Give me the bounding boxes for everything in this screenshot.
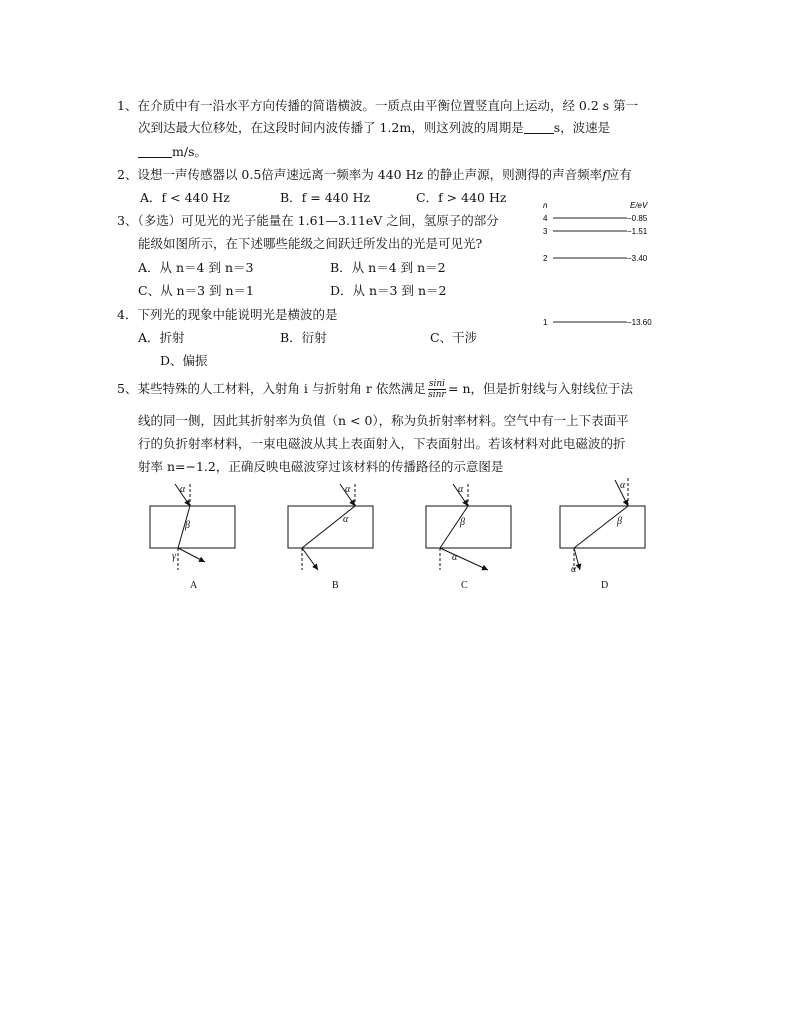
level-2-e: −3.40 bbox=[627, 254, 648, 263]
figure-d-refracted-ray bbox=[574, 506, 628, 548]
figure-d-slab bbox=[560, 506, 645, 548]
level-2-n: 2 bbox=[543, 254, 548, 263]
level-3-e: −1.51 bbox=[627, 227, 648, 236]
figure-a-gamma: γ bbox=[172, 551, 176, 562]
figure-b-alpha: α bbox=[345, 484, 351, 495]
figure-c-emergent-ray bbox=[440, 548, 488, 570]
q2-stem-var: f bbox=[602, 167, 607, 182]
figure-c[interactable] bbox=[426, 484, 511, 591]
figure-d-alpha: α bbox=[620, 480, 626, 491]
q2-stem-end: 应有 bbox=[606, 167, 632, 182]
figure-b-label: B bbox=[332, 580, 339, 591]
q3-option-d[interactable]: D．从 n＝3 到 n＝2 bbox=[330, 283, 447, 298]
q5-line1 bbox=[117, 378, 633, 400]
q5-fraction-den: sinr bbox=[428, 390, 446, 400]
q1-line2-text-b: s，波速是 bbox=[553, 120, 611, 135]
q5-fraction-num: sini bbox=[428, 379, 445, 389]
q1-line2 bbox=[138, 117, 610, 139]
figure-c-alpha-2: α bbox=[452, 552, 458, 563]
energy-level-diagram bbox=[535, 196, 665, 331]
figure-a-beta: β bbox=[185, 520, 190, 531]
figure-b-alpha-2: α bbox=[343, 514, 349, 525]
figure-a-label: A bbox=[190, 580, 198, 591]
q4-option-a[interactable]: A．折射 bbox=[138, 330, 185, 345]
figure-a[interactable] bbox=[150, 484, 235, 591]
figure-b[interactable] bbox=[288, 484, 373, 591]
answer-blank-speed[interactable] bbox=[138, 145, 172, 158]
q5-line1-text: 5、某些特殊的人工材料，入射角 i 与折射角 r 依然满足 bbox=[117, 381, 426, 396]
q3-option-a[interactable]: A．从 n＝4 到 n＝3 bbox=[138, 260, 254, 275]
q5-line3: 行的负折射率材料，一束电磁波从其上表面射入，下表面射出。若该材料对此电磁波的折 bbox=[138, 436, 626, 451]
level-1-e: −13.60 bbox=[627, 318, 652, 327]
figure-c-label: C bbox=[461, 580, 468, 591]
q4-option-b[interactable]: B．衍射 bbox=[280, 330, 327, 345]
q2-option-a[interactable]: A．f < 440 Hz bbox=[140, 190, 230, 205]
answer-blank-period[interactable] bbox=[524, 121, 554, 134]
q1-line3 bbox=[138, 141, 207, 163]
figure-d-beta: β bbox=[617, 516, 622, 527]
q5-line1-text-b: = n，但是折射线与入射线位于法 bbox=[448, 381, 633, 396]
energy-header-e: E/eV bbox=[630, 201, 648, 210]
figure-c-slab bbox=[426, 506, 511, 548]
q2-option-c[interactable]: C．f > 440 Hz bbox=[416, 190, 507, 205]
q4-option-d[interactable]: D、偏振 bbox=[160, 353, 208, 368]
q3-line2: 能级如图所示，在下述哪些能级之间跃迁所发出的光是可见光? bbox=[138, 236, 483, 251]
figure-a-slab bbox=[150, 506, 235, 548]
figure-c-alpha: α bbox=[458, 484, 464, 495]
figure-d[interactable] bbox=[560, 478, 645, 591]
level-4-n: 4 bbox=[543, 214, 548, 223]
q5-fraction bbox=[428, 379, 446, 400]
q4-stem: 4．下列光的现象中能说明光是横波的是 bbox=[117, 307, 338, 322]
q2-stem-text: 2、设想一声传感器以 0.5倍声速远离一频率为 440 Hz 的静止声源，则测得的声音频率 bbox=[117, 167, 603, 182]
figure-d-alpha-2: α bbox=[571, 564, 577, 575]
q1-line1: 1、在介质中有一沿水平方向传播的简谐横波。一质点由平衡位置竖直向上运动，经 0.2 s 第一 bbox=[117, 98, 639, 113]
q2-stem bbox=[117, 164, 632, 186]
q4-option-c[interactable]: C、干涉 bbox=[430, 330, 478, 345]
figure-b-refracted-ray bbox=[302, 506, 355, 548]
figure-c-beta: β bbox=[460, 517, 465, 528]
figure-b-slab bbox=[288, 506, 373, 548]
q1-line2-text: 次到达最大位移处，在这段时间内波传播了 1.2m，则这列波的周期是 bbox=[138, 120, 524, 135]
q3-option-b[interactable]: B．从 n＝4 到 n＝2 bbox=[330, 260, 446, 275]
q3-line1: 3、（多选）可见光的光子能量在 1.61—3.11eV 之间，氢原子的部分 bbox=[117, 213, 499, 228]
level-3-n: 3 bbox=[543, 227, 548, 236]
figure-b-emergent-ray bbox=[302, 548, 318, 570]
q5-line4: 射率 n=−1.2，正确反映电磁波穿过该材料的传播路径的示意图是 bbox=[138, 459, 504, 474]
level-1-n: 1 bbox=[543, 318, 548, 327]
q3-option-c[interactable]: C、从 n＝3 到 n＝1 bbox=[138, 283, 254, 298]
figure-d-label: D bbox=[601, 580, 609, 591]
q5-figures bbox=[0, 470, 794, 600]
level-4-e: −0.85 bbox=[627, 214, 648, 223]
q5-line2: 线的同一侧，因此其折射率为负值（n < 0），称为负折射率材料。空气中有一上下表面平 bbox=[138, 413, 629, 428]
figure-a-emergent-ray bbox=[178, 548, 205, 562]
energy-header-n: n bbox=[543, 201, 548, 210]
q1-line3-text: m/s。 bbox=[172, 144, 207, 159]
q2-option-b[interactable]: B．f = 440 Hz bbox=[280, 190, 371, 205]
figure-a-alpha: α bbox=[180, 484, 186, 495]
